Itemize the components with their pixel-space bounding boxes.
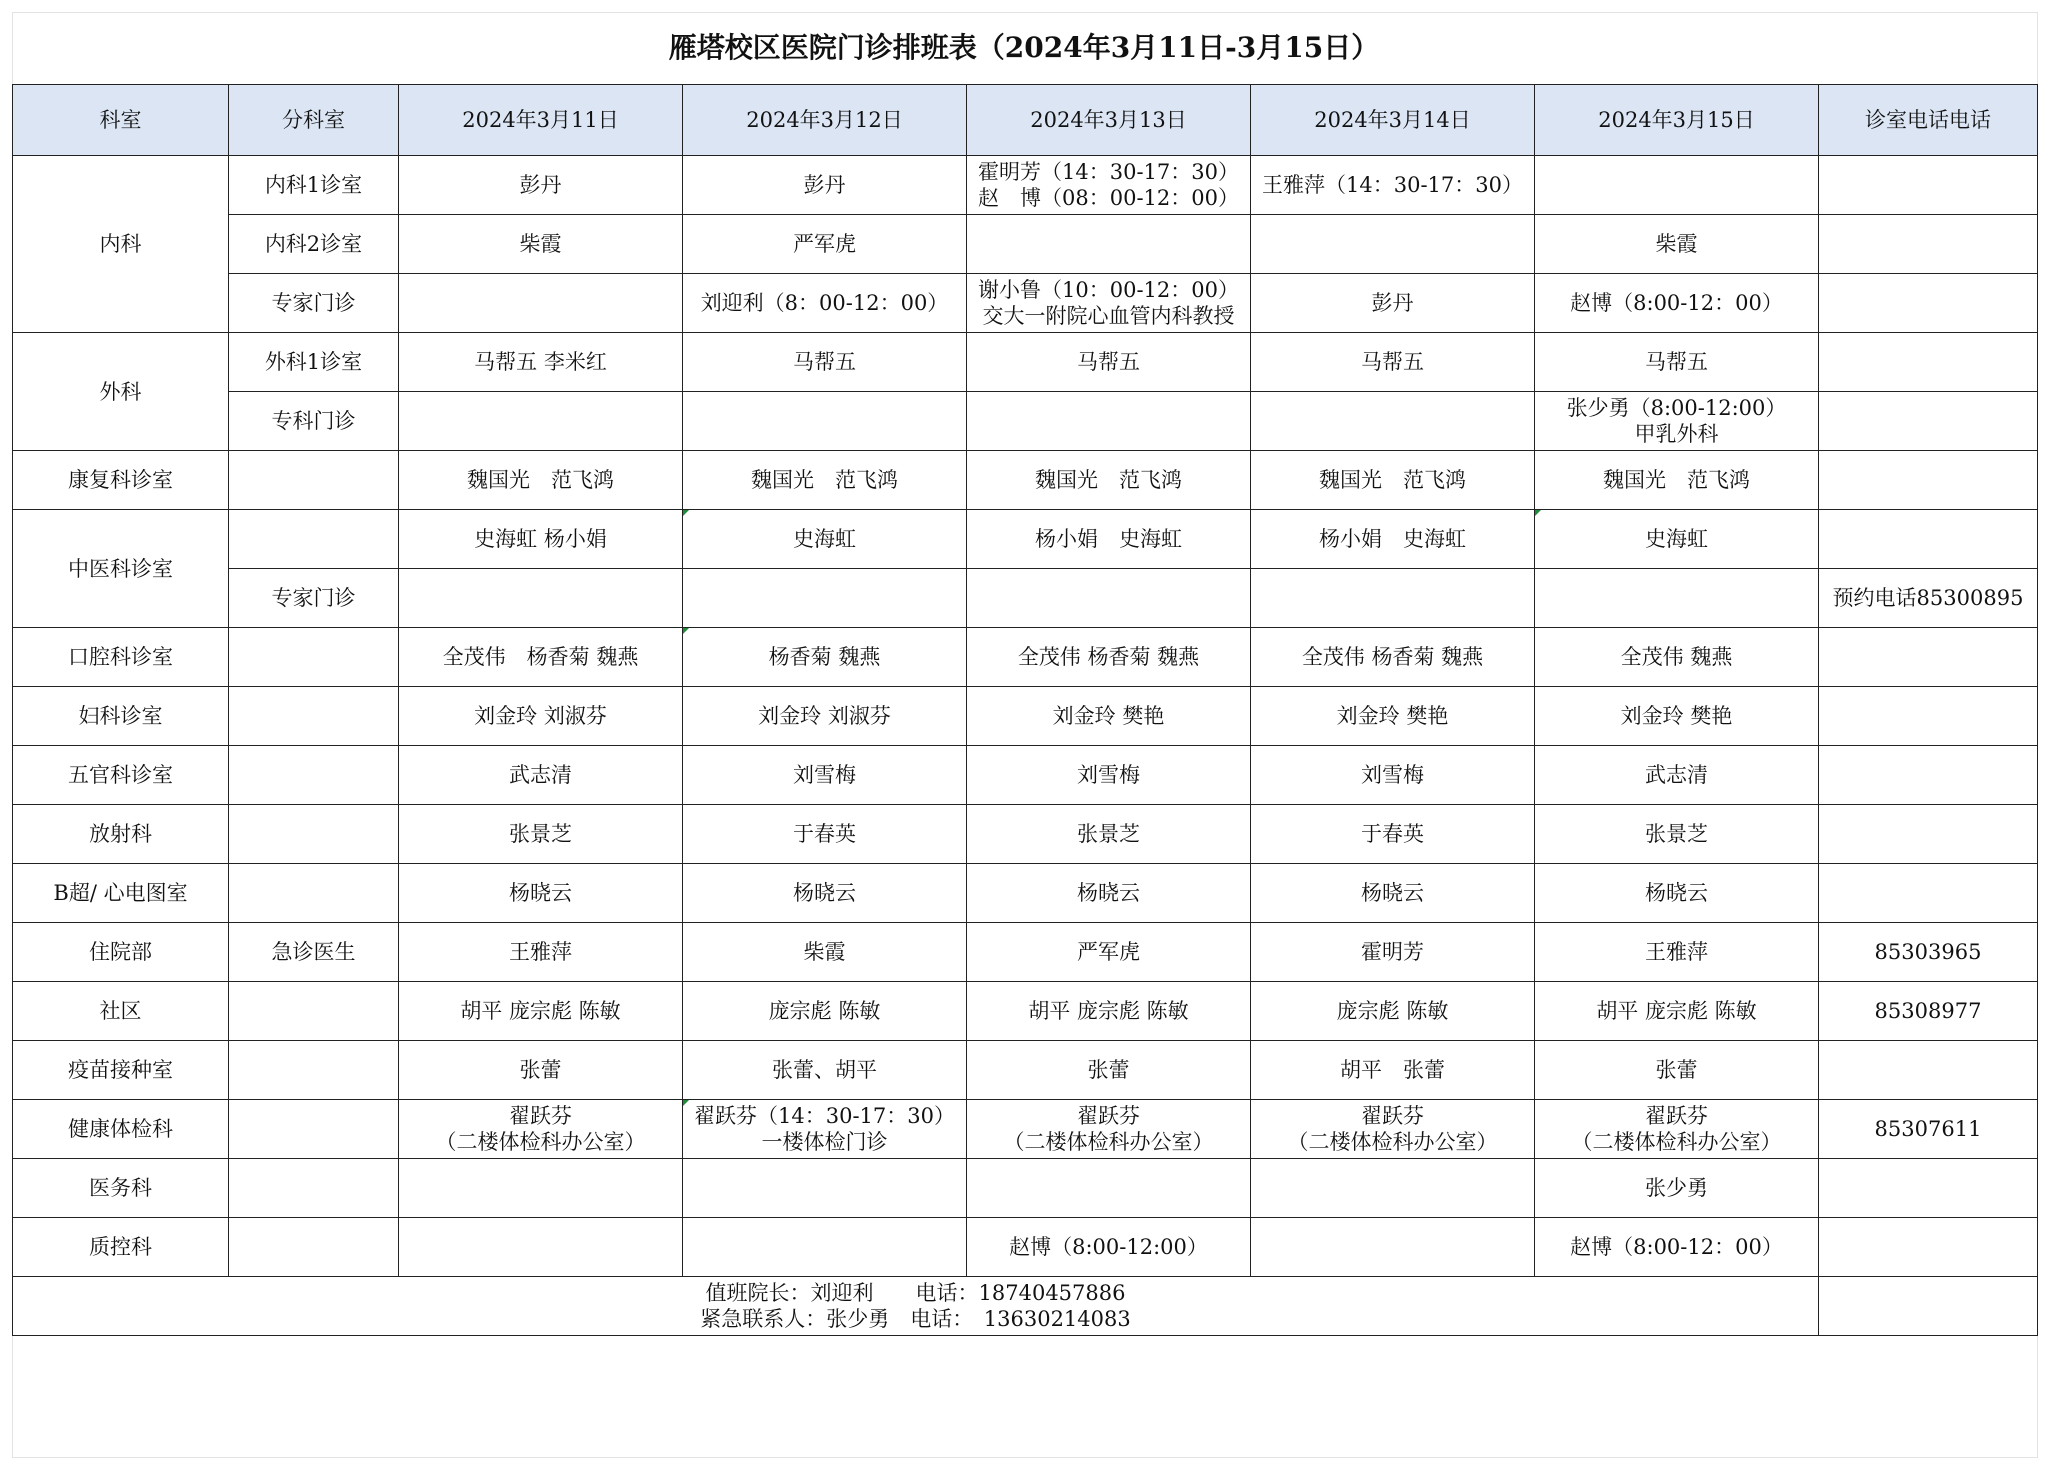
- phone-cell: 85303965: [1819, 923, 2038, 982]
- schedule-cell: 刘金玲 刘淑芬: [399, 687, 683, 746]
- schedule-cell: 杨晓云: [399, 864, 683, 923]
- schedule-cell: 武志清: [1535, 746, 1819, 805]
- schedule-cell: [967, 569, 1251, 628]
- schedule-cell: 魏国光 范飞鸿: [1535, 451, 1819, 510]
- dept-cell: 中医科诊室: [13, 510, 229, 628]
- schedule-cell: 刘迎利（8：00-12：00）: [683, 274, 967, 333]
- schedule-cell: 赵博（8:00-12:00）: [967, 1218, 1251, 1277]
- schedule-cell: [1251, 569, 1535, 628]
- duty-contact-cell: [13, 1277, 1819, 1336]
- subdept-cell: [229, 982, 399, 1041]
- schedule-cell: 严军虎: [967, 923, 1251, 982]
- dept-cell: 住院部: [13, 923, 229, 982]
- subdept-cell: [229, 1100, 399, 1159]
- subdept-cell: [229, 510, 399, 569]
- schedule-cell: 刘金玲 樊艳: [1535, 687, 1819, 746]
- cell-line: 交大一附院心血管内科教授: [982, 304, 1235, 328]
- subdept-cell: [229, 628, 399, 687]
- phone-cell: 85307611: [1819, 1100, 2038, 1159]
- schedule-cell: [967, 274, 1251, 333]
- dept-cell: 疫苗接种室: [13, 1041, 229, 1100]
- schedule-cell: 庞宗彪 陈敏: [1251, 982, 1535, 1041]
- phone-cell: [1819, 333, 2038, 392]
- subdept-cell: 外科1诊室: [229, 333, 399, 392]
- schedule-cell: 张蕾: [1535, 1041, 1819, 1100]
- page-title: 雁塔校区医院门诊排班表（2024年3月11日-3月15日）: [668, 31, 1380, 64]
- schedule-cell: 史海虹 杨小娟: [399, 510, 683, 569]
- schedule-cell: [399, 569, 683, 628]
- cell-line: 甲乳外科: [1634, 422, 1719, 446]
- cell-line: 翟跃芬（14：30-17：30）: [694, 1104, 955, 1128]
- subdept-cell: [229, 864, 399, 923]
- cell-line: 翟跃芬: [509, 1104, 572, 1128]
- header-subdept: 分科室: [229, 85, 399, 156]
- schedule-cell: [399, 274, 683, 333]
- table-row: [13, 1100, 2038, 1159]
- schedule-cell: 柴霞: [1535, 215, 1819, 274]
- table-row: [13, 451, 2038, 510]
- schedule-cell: 严军虎: [683, 215, 967, 274]
- schedule-cell: 杨小娟 史海虹: [967, 510, 1251, 569]
- schedule-cell: 魏国光 范飞鸿: [1251, 451, 1535, 510]
- schedule-cell: 胡平 庞宗彪 陈敏: [399, 982, 683, 1041]
- dept-cell: 健康体检科: [13, 1100, 229, 1159]
- footer-row: [13, 1277, 2038, 1336]
- schedule-cell: [967, 1100, 1251, 1159]
- schedule-cell: 杨香菊 魏燕: [683, 628, 967, 687]
- subdept-cell: [229, 687, 399, 746]
- header-day5: 2024年3月15日: [1535, 85, 1819, 156]
- dept-cell: 医务科: [13, 1159, 229, 1218]
- header-row: [13, 85, 2038, 156]
- dept-cell: 内科: [13, 156, 229, 333]
- schedule-cell: [1251, 1159, 1535, 1218]
- schedule-cell: [399, 1100, 683, 1159]
- table-row: [13, 864, 2038, 923]
- dept-cell: 质控科: [13, 1218, 229, 1277]
- table-row: [13, 1218, 2038, 1277]
- schedule-cell: 庞宗彪 陈敏: [683, 982, 967, 1041]
- table-row: [13, 923, 2038, 982]
- subdept-cell: [229, 1218, 399, 1277]
- schedule-cell: 赵博（8:00-12：00）: [1535, 274, 1819, 333]
- table-row: [13, 392, 2038, 451]
- phone-cell: [1819, 156, 2038, 215]
- table-row: [13, 333, 2038, 392]
- schedule-cell: 杨晓云: [683, 864, 967, 923]
- schedule-cell: 杨晓云: [967, 864, 1251, 923]
- schedule-cell: [683, 1159, 967, 1218]
- table-row: [13, 805, 2038, 864]
- dept-cell: 口腔科诊室: [13, 628, 229, 687]
- schedule-cell: [967, 215, 1251, 274]
- dept-cell: 外科: [13, 333, 229, 451]
- table-row: [13, 569, 2038, 628]
- cell-line: 谢小鲁（10：00-12：00）: [978, 278, 1239, 302]
- schedule-cell: 杨小娟 史海虹: [1251, 510, 1535, 569]
- table-row: [13, 982, 2038, 1041]
- schedule-cell: 魏国光 范飞鸿: [399, 451, 683, 510]
- phone-cell: [1819, 215, 2038, 274]
- phone-cell: 85308977: [1819, 982, 2038, 1041]
- schedule-table: [12, 84, 2038, 1336]
- schedule-cell: 杨晓云: [1251, 864, 1535, 923]
- subdept-cell: 专家门诊: [229, 569, 399, 628]
- schedule-cell: 马帮五: [1535, 333, 1819, 392]
- table-row: [13, 687, 2038, 746]
- schedule-cell: 张蕾: [399, 1041, 683, 1100]
- phone-cell: [1819, 274, 2038, 333]
- schedule-cell: 刘金玲 樊艳: [1251, 687, 1535, 746]
- subdept-cell: 内科2诊室: [229, 215, 399, 274]
- cell-line: （二楼体检科办公室）: [1287, 1130, 1498, 1154]
- schedule-cell: 张景芝: [399, 805, 683, 864]
- cell-line: （二楼体检科办公室）: [435, 1130, 646, 1154]
- cell-line: 张少勇（8:00-12:00）: [1566, 396, 1787, 420]
- cell-line: 赵 博（08：00-12：00）: [978, 186, 1239, 210]
- schedule-cell: [683, 392, 967, 451]
- schedule-cell: [1535, 156, 1819, 215]
- cell-line: 翟跃芬: [1645, 1104, 1708, 1128]
- subdept-cell: [229, 746, 399, 805]
- subdept-cell: [229, 805, 399, 864]
- phone-cell: [1819, 1277, 2038, 1336]
- schedule-cell: 魏国光 范飞鸿: [967, 451, 1251, 510]
- schedule-cell: [399, 392, 683, 451]
- phone-cell: [1819, 1041, 2038, 1100]
- phone-cell: [1819, 1159, 2038, 1218]
- schedule-cell: 胡平 张蕾: [1251, 1041, 1535, 1100]
- schedule-cell: 张蕾、胡平: [683, 1041, 967, 1100]
- table-row: [13, 274, 2038, 333]
- schedule-cell: 胡平 庞宗彪 陈敏: [967, 982, 1251, 1041]
- subdept-cell: 急诊医生: [229, 923, 399, 982]
- schedule-cell: 武志清: [399, 746, 683, 805]
- schedule-cell: 彭丹: [399, 156, 683, 215]
- dept-cell: 社区: [13, 982, 229, 1041]
- phone-cell: [1819, 864, 2038, 923]
- table-row: [13, 1159, 2038, 1218]
- schedule-cell: [967, 1159, 1251, 1218]
- subdept-cell: [229, 451, 399, 510]
- schedule-cell: 魏国光 范飞鸿: [683, 451, 967, 510]
- schedule-cell: [1535, 392, 1819, 451]
- header-phone: 诊室电话电话: [1819, 85, 2038, 156]
- schedule-cell: 张蕾: [967, 1041, 1251, 1100]
- subdept-cell: 专科门诊: [229, 392, 399, 451]
- schedule-cell: 霍明芳: [1251, 923, 1535, 982]
- phone-cell: [1819, 746, 2038, 805]
- schedule-cell: 彭丹: [683, 156, 967, 215]
- schedule-cell: [1535, 1100, 1819, 1159]
- dept-cell: B超/ 心电图室: [13, 864, 229, 923]
- phone-cell: [1819, 687, 2038, 746]
- emergency-contact-line: 紧急联系人：张少勇 电话： 13630214083: [700, 1307, 1131, 1331]
- schedule-cell: 王雅萍（14：30-17：30）: [1251, 156, 1535, 215]
- schedule-cell: 于春英: [1251, 805, 1535, 864]
- schedule-cell: [967, 156, 1251, 215]
- schedule-cell: 全茂伟 杨香菊 魏燕: [399, 628, 683, 687]
- schedule-cell: 马帮五: [1251, 333, 1535, 392]
- cell-line: 翟跃芬: [1077, 1104, 1140, 1128]
- schedule-cell: [1251, 392, 1535, 451]
- table-row: [13, 156, 2038, 215]
- schedule-cell: [399, 1218, 683, 1277]
- schedule-cell: 刘雪梅: [1251, 746, 1535, 805]
- schedule-cell: [1251, 1100, 1535, 1159]
- phone-cell: [1819, 451, 2038, 510]
- subdept-cell: 内科1诊室: [229, 156, 399, 215]
- table-row: [13, 628, 2038, 687]
- subdept-cell: [229, 1041, 399, 1100]
- schedule-cell: 柴霞: [399, 215, 683, 274]
- schedule-cell: 全茂伟 杨香菊 魏燕: [1251, 628, 1535, 687]
- header-day4: 2024年3月14日: [1251, 85, 1535, 156]
- cell-line: （二楼体检科办公室）: [1003, 1130, 1214, 1154]
- schedule-cell: 王雅萍: [399, 923, 683, 982]
- schedule-cell: 刘雪梅: [967, 746, 1251, 805]
- schedule-cell: [399, 1159, 683, 1218]
- schedule-cell: [1251, 1218, 1535, 1277]
- schedule-cell: 马帮五: [967, 333, 1251, 392]
- schedule-cell: 王雅萍: [1535, 923, 1819, 982]
- schedule-cell: 杨晓云: [1535, 864, 1819, 923]
- schedule-cell: 全茂伟 魏燕: [1535, 628, 1819, 687]
- dept-cell: 康复科诊室: [13, 451, 229, 510]
- schedule-cell: 刘金玲 刘淑芬: [683, 687, 967, 746]
- phone-cell: [1819, 1218, 2038, 1277]
- schedule-cell: 刘金玲 樊艳: [967, 687, 1251, 746]
- dept-cell: 放射科: [13, 805, 229, 864]
- schedule-cell: 柴霞: [683, 923, 967, 982]
- table-row: [13, 746, 2038, 805]
- schedule-cell: 赵博（8:00-12：00）: [1535, 1218, 1819, 1277]
- duty-director-line: 值班院长：刘迎利 电话：18740457886: [705, 1281, 1126, 1305]
- schedule-cell: 马帮五 李米红: [399, 333, 683, 392]
- phone-cell: [1819, 805, 2038, 864]
- schedule-cell: [683, 1218, 967, 1277]
- schedule-cell: 于春英: [683, 805, 967, 864]
- schedule-cell: 马帮五: [683, 333, 967, 392]
- schedule-cell: [1535, 569, 1819, 628]
- schedule-cell: [683, 1100, 967, 1159]
- subdept-cell: 专家门诊: [229, 274, 399, 333]
- dept-cell: 妇科诊室: [13, 687, 229, 746]
- schedule-cell: 彭丹: [1251, 274, 1535, 333]
- cell-line: 霍明芳（14：30-17：30）: [978, 160, 1239, 184]
- header-dept: 科室: [13, 85, 229, 156]
- header-day2: 2024年3月12日: [683, 85, 967, 156]
- phone-cell: [1819, 392, 2038, 451]
- cell-line: （二楼体检科办公室）: [1571, 1130, 1782, 1154]
- schedule-cell: 全茂伟 杨香菊 魏燕: [967, 628, 1251, 687]
- schedule-cell: 张景芝: [967, 805, 1251, 864]
- schedule-cell: [967, 392, 1251, 451]
- header-day1: 2024年3月11日: [399, 85, 683, 156]
- cell-line: 翟跃芬: [1361, 1104, 1424, 1128]
- phone-cell: [1819, 510, 2038, 569]
- phone-cell: [1819, 628, 2038, 687]
- schedule-cell: 史海虹: [1535, 510, 1819, 569]
- schedule-cell: 史海虹: [683, 510, 967, 569]
- schedule-cell: [683, 569, 967, 628]
- table-row: [13, 1041, 2038, 1100]
- subdept-cell: [229, 1159, 399, 1218]
- schedule-cell: 张景芝: [1535, 805, 1819, 864]
- schedule-cell: 胡平 庞宗彪 陈敏: [1535, 982, 1819, 1041]
- schedule-cell: 刘雪梅: [683, 746, 967, 805]
- phone-cell: 预约电话85300895: [1819, 569, 2038, 628]
- dept-cell: 五官科诊室: [13, 746, 229, 805]
- schedule-cell: 张少勇: [1535, 1159, 1819, 1218]
- cell-line: 一楼体检门诊: [761, 1130, 888, 1154]
- schedule-cell: [1251, 215, 1535, 274]
- table-row: [13, 215, 2038, 274]
- header-day3: 2024年3月13日: [967, 85, 1251, 156]
- table-row: [13, 510, 2038, 569]
